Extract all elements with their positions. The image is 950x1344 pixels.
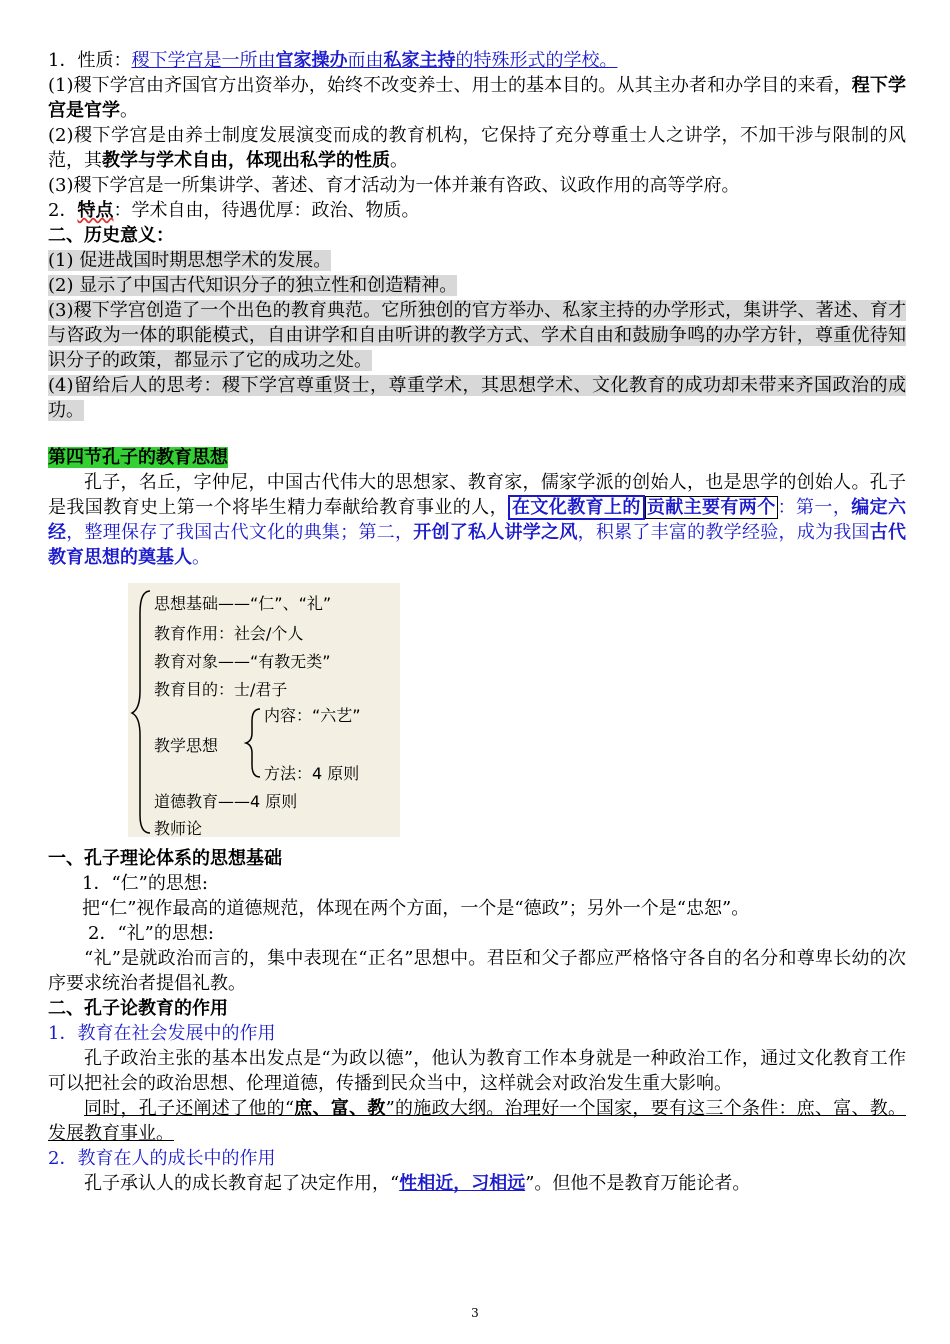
document-body [48, 48, 906, 570]
history-item-1: (1) 促进战国时期思想学术的发展。 [48, 250, 332, 271]
map-node-foundation: 思想基础——“仁”、“礼” [154, 594, 332, 613]
role-1-body: 孔子政治主张的基本出发点是“为政以德”，他认为教育工作本身就是一种政治工作，通过文化教育工作可以把社会的政治思想、伦理道德，传播到民众当中，这样就会对政治发生重大影响。 [48, 1048, 906, 1094]
section-4-title: 第四节孔子的教育思想 [48, 447, 228, 468]
map-node-teaching: 教学思想 [154, 736, 219, 755]
map-node-role: 教育作用：社会/个人 [154, 624, 304, 643]
document-body-2 [48, 846, 906, 1196]
nature-line: 1．性质：稷下学宫是一所由官家操办而由私家主持的特殊形式的学校。 [48, 50, 618, 71]
map-node-teacher: 教师论 [154, 819, 203, 838]
features-line: 2．特点：学术自由，待遇优厚：政治、物质。 [48, 200, 420, 221]
role-2-title: 2．教育在人的成长中的作用 [48, 1148, 276, 1169]
role-heading: 二、孔子论教育的作用 [48, 998, 228, 1019]
role-1-policy: 同时，孔子还阐述了他的“庶、富、教”的施政大纲。治理好一个国家，要有这三个条件：庶、富、教。发展教育事业。 [48, 1098, 907, 1144]
history-item-3: (3)稷下学宫创造了一个出色的教育典范。它所独创的官方举办、私家主持的办学形式，集讲学、著述、育才与咨政为一体的职能模式，自由讲学和自由听讲的教学方式、学术自由和鼓励争鸣的办学方针，尊重优待知识分子的政策，都显示了它的成功之处。 [48, 300, 906, 371]
map-node-target: 教育对象——“有教无类” [154, 652, 331, 671]
concept-map [128, 583, 400, 837]
li-title: 2．“礼”的思想: [88, 923, 214, 944]
map-node-goal: 教育目的：士/君子 [154, 680, 288, 699]
nature-point-2: (2)稷下学宫是由养士制度发展演变而成的教育机构，它保持了充分尊重士人之讲学，不加干涉与限制的风范，其教学与学术自由，体现出私学的性质。 [48, 125, 906, 171]
ren-title: 1．“仁”的思想: [82, 873, 208, 894]
map-node-content: 内容：“六艺” [264, 706, 361, 725]
history-item-2: (2) 显示了中国古代知识分子的独立性和创造精神。 [48, 275, 458, 296]
page-number: 3 [471, 1306, 479, 1320]
confucius-intro: 孔子，名丘，字仲尼，中国古代伟大的思想家、教育家，儒家学派的创始人，也是思学的创始人。孔子是我国教育史上第一个将毕生精力奉献给教育事业的人， 在文化教育上的 贡献主要有两个 ：第一，编定六经，整理保存了我国古代文化的典集；第二，开创了私人讲学之风，积累了丰富的教学经验，成为我国古代教育思想的奠基人。 [48, 472, 907, 568]
role-1-title: 1．教育在社会发展中的作用 [48, 1023, 276, 1044]
history-item-4: (4)留给后人的思考：稷下学宫尊重贤士，尊重学术，其思想学术、文化教育的成功却未带来齐国政治的成功。 [48, 375, 906, 421]
foundation-heading: 一、孔子理论体系的思想基础 [48, 848, 282, 869]
map-node-moral: 道德教育——4 原则 [154, 792, 298, 811]
map-node-method: 方法：4 原则 [264, 764, 360, 783]
ren-body: 把“仁”视作最高的道德规范，体现在两个方面，一个是“德政”；另外一个是“忠恕”。 [82, 898, 750, 919]
nature-point-1: (1)稷下学宫由齐国官方出资举办，始终不改变养士、用士的基本目的。从其主办者和办学目的来看，程下学宫是官学。 [48, 75, 906, 121]
history-heading: 二、历史意义： [48, 225, 174, 246]
nature-point-3: (3)稷下学宫是一所集讲学、著述、育才活动为一体并兼有咨政、议政作用的高等学府。 [48, 175, 740, 196]
role-2-body: 孔子承认人的成长教育起了决定作用，“性相近，习相远”。但他不是教育万能论者。 [84, 1173, 751, 1194]
li-body: “礼”是就政治而言的，集中表现在“正名”思想中。君臣和父子都应严格恪守各自的名分和尊卑长幼的次序要求统治者提倡礼教。 [48, 948, 906, 994]
